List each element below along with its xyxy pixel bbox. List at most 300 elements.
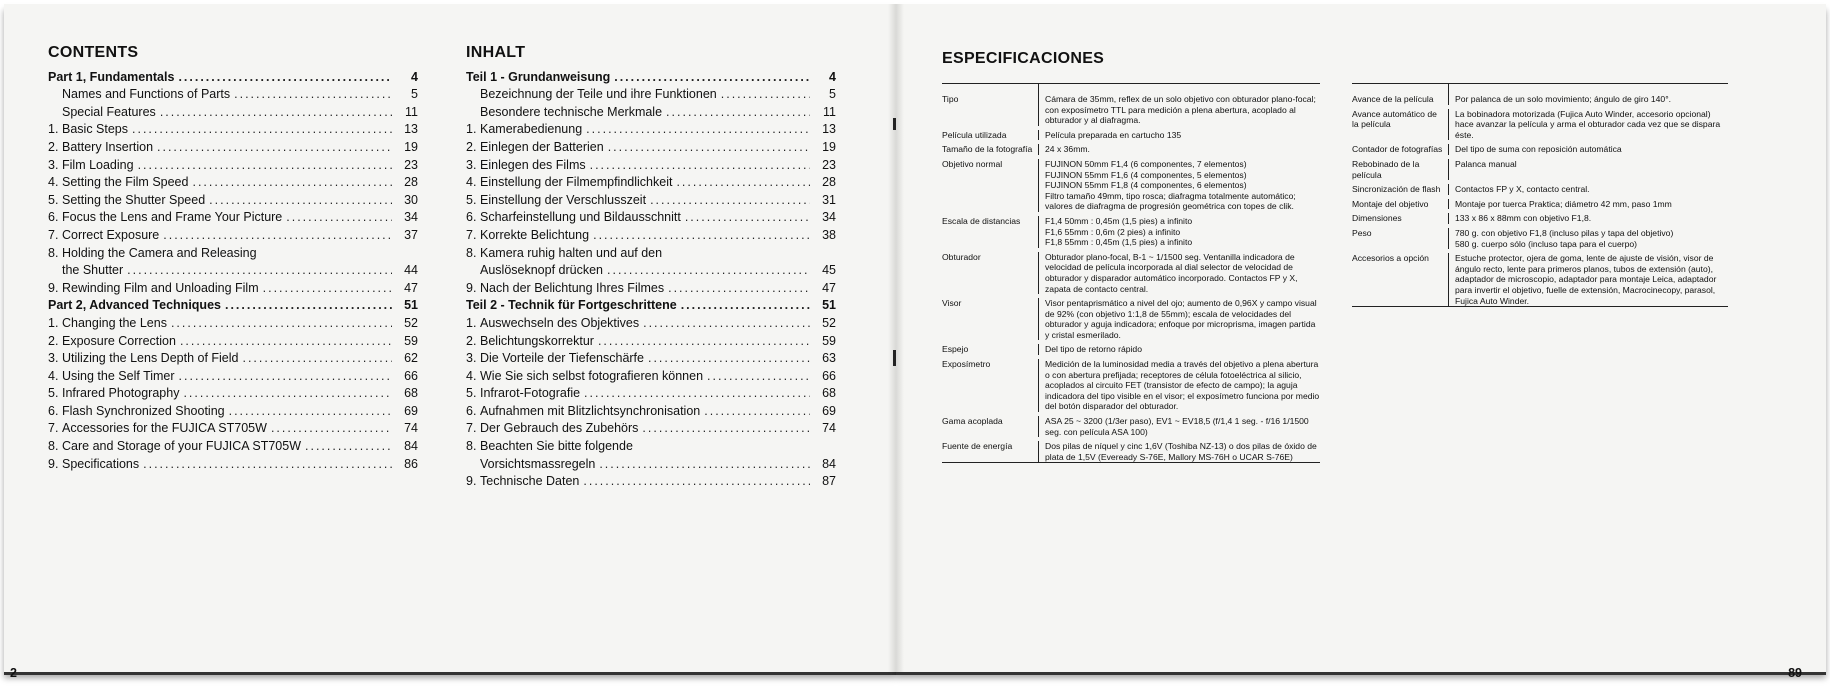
toc-entry-page: 84 (404, 439, 418, 454)
toc-entry-number: 9. (48, 280, 59, 295)
spec-value (1038, 144, 1320, 155)
toc-leader-dots (179, 368, 392, 386)
toc-entry-page: 19 (822, 139, 836, 154)
toc-entry-title: the Shutter (62, 263, 124, 278)
spec-row (1352, 109, 1728, 141)
toc-leader-dots (286, 209, 392, 227)
toc-leader-dots (668, 280, 810, 298)
spec-row (1352, 213, 1728, 224)
toc-entry-title: Utilizing the Lens Depth of Field (62, 351, 239, 366)
toc-leader-dots (209, 192, 392, 210)
spec-row (942, 344, 1320, 355)
toc-entry-number: 1. (48, 315, 59, 330)
toc-entry (48, 104, 418, 122)
toc-entry (48, 403, 418, 421)
toc-leader-dots (650, 192, 810, 210)
toc-leader-dots (180, 333, 392, 351)
spec-row (942, 130, 1320, 141)
spec-value-line: Por palanca de un solo movimiento; ángulo de giro 140°. (1455, 94, 1672, 104)
toc-entry (466, 174, 836, 192)
spec-value-line: Del tipo de suma con reposición automática (1455, 144, 1622, 155)
toc-entry (48, 157, 418, 175)
toc-entry (48, 280, 418, 298)
spec-value (1038, 298, 1320, 340)
spec-value (1038, 344, 1320, 355)
spec-value (1038, 252, 1320, 294)
spec-value-line: 780 g. con objetivo F1,8 (incluso pilas y tapa del objetivo) (1455, 227, 1674, 238)
toc-entry-number: 7. (48, 227, 59, 242)
toc-leader-dots (583, 473, 810, 491)
toc-leader-dots (685, 209, 810, 227)
toc-entry-number: 5. (466, 192, 477, 207)
toc-entry-title: Vorsichtsmassregeln (480, 456, 596, 471)
inhalt-title: INHALT (466, 44, 526, 61)
toc-entry-page: 28 (822, 175, 836, 190)
toc-entry (466, 315, 836, 333)
spec-label: Objetivo normal (942, 158, 1003, 169)
spec-value-line: Montaje por tuerca Praktica; diámetro 42 mm, paso 1mm (1455, 198, 1672, 209)
toc-entry (48, 385, 418, 403)
toc-entry-title: Der Gebrauch des Zubehörs (480, 421, 639, 436)
toc-entry-title: Die Vorteile der Tiefenschärfe (480, 351, 644, 366)
contents-list (48, 69, 418, 474)
toc-entry (466, 139, 836, 157)
spec-value (1448, 144, 1728, 155)
toc-entry (48, 69, 418, 87)
spec-label: Película utilizada (942, 129, 1007, 140)
toc-entry (48, 368, 418, 386)
contents-title: CONTENTS (48, 44, 139, 61)
spec-value-line: F1,8 55mm : 0,45m (1,5 pies) a infinito (1045, 237, 1193, 248)
toc-leader-dots (676, 174, 810, 192)
toc-entry (466, 385, 836, 403)
toc-entry-title: Einlegen der Batterien (480, 139, 604, 154)
spec-label: Montaje del objetivo (1352, 198, 1429, 209)
toc-leader-dots (643, 315, 810, 333)
toc-entry-page: 74 (404, 421, 418, 436)
toc-leader-dots (229, 403, 392, 421)
toc-entry (48, 174, 418, 192)
toc-entry-page: 62 (404, 351, 418, 366)
spec-value (1448, 84, 1728, 105)
spec-value-line: 133 x 86 x 88mm con objetivo F1,8. (1455, 213, 1592, 224)
toc-entry-page: 47 (404, 280, 418, 295)
spec-value-line: 580 g. cuerpo sólo (incluso tapa para el cuerpo) (1455, 238, 1638, 249)
toc-leader-dots (707, 368, 810, 386)
toc-leader-dots (225, 297, 392, 315)
toc-entry-page: 34 (822, 210, 836, 225)
toc-entry (48, 86, 418, 104)
toc-entry-page: 13 (822, 122, 836, 137)
spec-label: Escala de distancias (942, 215, 1021, 226)
toc-entry-title: Correct Exposure (62, 227, 160, 242)
toc-leader-dots (127, 262, 392, 280)
spec-label: Tamaño de la fotografía (942, 144, 1033, 155)
page-gutter (888, 4, 904, 672)
spec-label: Visor (942, 298, 962, 309)
spec-label: Gama acoplada (942, 416, 1003, 427)
toc-entry-page: 4 (411, 69, 418, 84)
toc-entry-title: Rewinding Film and Unloading Film (62, 280, 259, 295)
spec-value-line: FUJINON 55mm F1,6 (4 componentes, 5 elementos) (1045, 169, 1247, 180)
toc-entry-title: Besondere technische Merkmale (480, 104, 663, 119)
toc-entry-title: Names and Functions of Parts (62, 87, 231, 102)
toc-entry-title: Focus the Lens and Frame Your Picture (62, 210, 283, 225)
toc-entry-title: Wie Sie sich selbst fotografieren können (480, 368, 704, 383)
toc-entry (466, 350, 836, 368)
toc-entry-title: Infrared Photography (62, 386, 180, 401)
toc-entry (466, 245, 836, 263)
spec-value (1448, 159, 1728, 180)
toc-entry-page: 59 (822, 333, 836, 348)
toc-entry-title: Einlegen des Films (480, 157, 586, 172)
toc-entry-page: 69 (404, 403, 418, 418)
toc-entry-number: 4. (466, 368, 477, 383)
toc-entry-page: 66 (822, 368, 836, 383)
spec-label: Peso (1352, 227, 1372, 238)
toc-entry-number: 6. (466, 210, 477, 225)
toc-entry (48, 456, 418, 474)
toc-entry-number: 6. (48, 210, 59, 225)
spec-value (1038, 216, 1320, 248)
toc-entry-number: 5. (48, 192, 59, 207)
toc-entry (48, 315, 418, 333)
toc-entry-page: 30 (404, 192, 418, 207)
toc-entry-page: 52 (822, 315, 836, 330)
toc-entry (48, 297, 418, 315)
toc-leader-dots (666, 104, 810, 122)
toc-entry-title: Film Loading (62, 157, 134, 172)
left-page-number: 2 (10, 666, 17, 680)
toc-entry-page: 5 (411, 87, 418, 102)
toc-entry-title: Part 1, Fundamentals (48, 69, 175, 84)
toc-entry-number: 5. (466, 386, 477, 401)
toc-entry-number: 7. (466, 227, 477, 242)
toc-entry-title: Exposure Correction (62, 333, 176, 348)
spec-value-line: Estuche protector, ojera de goma, lente de ajuste de visión, visor de ángulo recto, lente para primeros planos, tubos de extensión (auto), adaptador de microscopio, adaptador para montaje Leica, adaptador para invertir el objetivo, fuelle de extensión, Macrocinecopy, parasol, Fujica Auto Winder. (1455, 253, 1717, 306)
toc-entry-page: 38 (822, 227, 836, 242)
toc-entry (466, 209, 836, 227)
toc-entry (466, 368, 836, 386)
spec-value (1038, 130, 1320, 141)
toc-entry-title: Care and Storage of your FUJICA ST705W (62, 439, 301, 454)
toc-entry-title: Kamerabedienung (480, 122, 583, 137)
toc-entry-page: 19 (404, 139, 418, 154)
toc-entry-number: 2. (48, 333, 59, 348)
spec-value-line: FUJINON 55mm F1,8 (4 componentes, 6 elementos) (1045, 180, 1247, 191)
spec-label: Obturador (942, 251, 981, 262)
toc-entry-title: Kamera ruhig halten und auf den (480, 245, 663, 260)
toc-entry-number: 2. (48, 139, 59, 154)
toc-entry-title: Einstellung der Verschlusszeit (480, 192, 647, 207)
gutter-mark (893, 118, 896, 130)
spec-label: Exposímetro (942, 359, 991, 370)
spec-value-line: La bobinadora motorizada (Fujica Auto Winder, accesorio opcional) hace avanzar la película y arma el obturador cada vez que se dispara éste. (1455, 108, 1721, 140)
toc-leader-dots (242, 350, 392, 368)
toc-entry (466, 297, 836, 315)
toc-leader-dots (160, 104, 392, 122)
toc-entry (48, 121, 418, 139)
spec-row (1352, 159, 1728, 180)
toc-entry (466, 456, 836, 474)
spec-row (942, 298, 1320, 340)
toc-entry-title: Scharfeinstellung und Bildausschnitt (480, 210, 681, 225)
spec-value-line: Filtro tamaño 49mm, tipo rosca; diafragma totalmente automático; valores de diafragma de progresión geométrica con topes de clik. (1045, 190, 1296, 212)
toc-entry-title: Beachten Sie bitte folgende (480, 439, 633, 454)
toc-entry-page: 34 (404, 210, 418, 225)
spec-value-line: Dos pilas de níquel y cinc 1,6V (Toshiba NZ-13) o dos pilas de óxido de plata de 1,5V (Eveready S-76E, Mallory MS-76H o UCAR S-76E) (1045, 441, 1317, 462)
toc-leader-dots (143, 456, 392, 474)
toc-entry (48, 420, 418, 438)
toc-entry-number: 8. (48, 245, 59, 260)
toc-entry (48, 262, 418, 280)
toc-entry (48, 333, 418, 351)
toc-leader-dots (271, 420, 392, 438)
toc-leader-dots (599, 456, 810, 474)
toc-entry (48, 227, 418, 245)
spec-row (942, 359, 1320, 412)
toc-entry-number: 8. (466, 439, 477, 454)
toc-entry-page: 28 (404, 175, 418, 190)
toc-entry-number: 3. (466, 351, 477, 366)
spec-value-line: Cámara de 35mm, reflex de un solo objetivo con obturador plano-focal; con exposímetro TTL para medición a plena abertura, acoplado al obturador y al diafragma. (1045, 94, 1316, 126)
toc-entry-title: Special Features (62, 104, 156, 119)
toc-entry-page: 47 (822, 280, 836, 295)
toc-entry (466, 473, 836, 491)
spec-row (1352, 84, 1728, 105)
toc-entry-title: Specifications (62, 456, 140, 471)
toc-entry-title: Teil 1 - Grundanweisung (466, 69, 611, 84)
toc-entry-page: 74 (822, 421, 836, 436)
toc-entry-title: Bezeichnung der Teile und ihre Funktionen (480, 87, 717, 102)
toc-entry-page: 59 (404, 333, 418, 348)
toc-entry-page: 84 (822, 456, 836, 471)
toc-entry-number: 2. (466, 139, 477, 154)
toc-entry-page: 11 (823, 104, 836, 119)
spec-value-line: Medición de la luminosidad media a través del objetivo a plena abertura o con abertura prefijada; receptores de célula fotoeléctrica al silicio, acoplados al circuito FET (transistor de efecto de campo); la aguja indicadora del tipo visible en el visor; el exposímetro funciona por medio del botón disparador del obturador. (1045, 359, 1320, 412)
toc-leader-dots (590, 157, 810, 175)
toc-leader-dots (163, 227, 392, 245)
toc-entry (466, 121, 836, 139)
toc-leader-dots (183, 385, 392, 403)
toc-leader-dots (642, 420, 810, 438)
spec-value-line: F1,6 55mm : 0,6m (2 pies) a infinito (1045, 226, 1181, 237)
toc-entry (466, 438, 836, 456)
toc-leader-dots (171, 315, 392, 333)
toc-entry-title: Accessories for the FUJICA ST705W (62, 421, 267, 436)
toc-entry-page: 4 (829, 69, 836, 84)
toc-entry-page: 66 (404, 368, 418, 383)
toc-leader-dots (614, 69, 810, 87)
toc-entry-number: 4. (466, 175, 477, 190)
toc-entry-title: Holding the Camera and Releasing (62, 245, 257, 260)
spec-row (1352, 228, 1728, 249)
spec-value (1038, 416, 1320, 437)
inhalt-list (466, 69, 836, 491)
toc-entry-number: 5. (48, 386, 59, 401)
toc-entry (466, 157, 836, 175)
spec-label: Dimensiones (1352, 213, 1402, 224)
toc-entry (466, 262, 836, 280)
spec-value (1038, 159, 1320, 212)
spec-value (1448, 109, 1728, 141)
spec-label: Rebobinado de la película (1352, 158, 1420, 180)
spec-value (1038, 359, 1320, 412)
spec-row (1352, 144, 1728, 155)
contents-section (48, 44, 418, 473)
toc-entry-number: 7. (48, 421, 59, 436)
toc-entry (48, 192, 418, 210)
toc-leader-dots (721, 86, 810, 104)
toc-entry-page: 68 (822, 386, 836, 401)
toc-leader-dots (607, 262, 810, 280)
spec-title: ESPECIFICACIONES (942, 50, 1105, 67)
toc-entry-title: Using the Self Timer (62, 368, 175, 383)
toc-entry-title: Belichtungskorrektur (480, 333, 594, 348)
toc-leader-dots (263, 280, 392, 298)
spec-label: Fuente de energía (942, 441, 1013, 452)
toc-entry-page: 5 (829, 87, 836, 102)
toc-entry (466, 86, 836, 104)
toc-entry-title: Korrekte Belichtung (480, 227, 590, 242)
toc-entry-page: 69 (822, 403, 836, 418)
toc-entry-number: 1. (466, 122, 477, 137)
toc-entry-title: Einstellung der Filmempfindlichkeit (480, 175, 673, 190)
toc-entry-number: 6. (48, 403, 59, 418)
spec-label: Tipo (942, 94, 959, 104)
toc-entry (48, 350, 418, 368)
toc-entry-number: 9. (466, 474, 477, 489)
spec-value (1448, 213, 1728, 224)
spec-row (942, 252, 1320, 294)
toc-entry-number: 7. (466, 421, 477, 436)
spec-label: Espejo (942, 344, 969, 355)
toc-entry-title: Auslöseknopf drücken (480, 263, 603, 278)
spec-value-line: Película preparada en cartucho 135 (1045, 129, 1182, 140)
spec-row (942, 84, 1320, 126)
toc-entry-page: 31 (822, 192, 836, 207)
toc-entry (48, 209, 418, 227)
spec-value-line: F1,4 50mm : 0,45m (1,5 pies) a infinito (1045, 215, 1193, 226)
toc-entry-number: 9. (48, 456, 59, 471)
gutter-mark (893, 350, 896, 366)
spec-value-line: Contactos FP y X, contacto central. (1455, 184, 1590, 195)
toc-leader-dots (192, 174, 392, 192)
toc-leader-dots (608, 139, 810, 157)
toc-entry (466, 333, 836, 351)
spec-value-line: Obturador plano-focal, B-1 ~ 1/1500 seg. Ventanilla indicadora de velocidad de película incorporada al dial selector de velocidad de obturador y disparador automático incorporado. Contactos FP y X, zapata de contacto central. (1045, 251, 1298, 294)
spec-table-left (942, 83, 1320, 463)
toc-leader-dots (648, 350, 810, 368)
spec-value-line: Palanca manual (1455, 158, 1517, 169)
toc-entry-title: Nach der Belichtung Ihres Filmes (480, 280, 665, 295)
spec-value (1038, 441, 1320, 462)
spec-label: Avance de la película (1352, 94, 1434, 104)
toc-leader-dots (586, 121, 810, 139)
toc-entry-number: 9. (466, 280, 477, 295)
toc-entry-title: Battery Insertion (62, 139, 154, 154)
spec-value-line: 24 x 36mm. (1045, 144, 1090, 155)
toc-entry (466, 227, 836, 245)
toc-entry-title: Infrarot-Fotografie (480, 386, 581, 401)
toc-entry-page: 86 (404, 456, 418, 471)
toc-leader-dots (593, 227, 810, 245)
toc-entry (466, 280, 836, 298)
toc-leader-dots (681, 297, 810, 315)
toc-entry (466, 69, 836, 87)
toc-entry-title: Changing the Lens (62, 315, 167, 330)
spec-table-right (1352, 83, 1728, 307)
toc-entry-number: 6. (466, 403, 477, 418)
toc-entry-page: 45 (822, 263, 836, 278)
spec-value-line: ASA 25 ~ 3200 (1/3er paso), EV1 ~ EV18,5 (f/1,4 1 seg. - f/16 1/1500 seg. con película ASA 100) (1045, 416, 1309, 437)
toc-entry-page: 51 (404, 298, 418, 313)
right-page-number: 89 (1788, 666, 1802, 680)
spec-value (1038, 84, 1320, 126)
toc-entry-title: Setting the Shutter Speed (62, 192, 206, 207)
spec-value (1448, 253, 1728, 306)
spec-value-line: Del tipo de retorno rápido (1045, 344, 1142, 355)
spec-row (1352, 199, 1728, 210)
spec-row (1352, 184, 1728, 195)
toc-entry-number: 4. (48, 368, 59, 383)
toc-entry-number: 2. (466, 333, 477, 348)
spec-label: Sincronización de flash (1352, 184, 1441, 195)
toc-entry (466, 192, 836, 210)
toc-entry-page: 44 (404, 263, 418, 278)
toc-entry-page: 51 (822, 298, 836, 313)
spec-row (942, 416, 1320, 437)
toc-leader-dots (234, 86, 392, 104)
spec-label: Avance automático de la película (1352, 108, 1437, 130)
toc-entry-number: 4. (48, 175, 59, 190)
toc-entry-number: 3. (48, 351, 59, 366)
toc-entry-page: 13 (404, 122, 418, 137)
toc-entry-page: 87 (822, 474, 836, 489)
toc-entry-number: 3. (48, 157, 59, 172)
toc-entry (466, 104, 836, 122)
toc-entry-title: Teil 2 - Technik für Fortgeschrittene (466, 298, 677, 313)
toc-entry-title: Flash Synchronized Shooting (62, 403, 225, 418)
toc-leader-dots (598, 333, 810, 351)
toc-entry-page: 11 (405, 104, 418, 119)
toc-entry-page: 63 (822, 351, 836, 366)
spec-row (942, 159, 1320, 212)
toc-entry-title: Setting the Film Speed (62, 175, 189, 190)
toc-entry-title: Auswechseln des Objektives (480, 315, 640, 330)
toc-entry-page: 68 (404, 386, 418, 401)
toc-entry-title: Basic Steps (62, 122, 129, 137)
spec-row (942, 441, 1320, 462)
toc-entry-title: Part 2, Advanced Techniques (48, 298, 221, 313)
spec-value (1448, 199, 1728, 210)
toc-leader-dots (157, 139, 392, 157)
spec-value (1448, 184, 1728, 195)
toc-entry (48, 438, 418, 456)
toc-entry-page: 23 (404, 157, 418, 172)
toc-entry-number: 8. (466, 245, 477, 260)
toc-entry-title: Technische Daten (480, 474, 580, 489)
toc-entry-title: Aufnahmen mit Blitzlichtsynchronisation (480, 403, 701, 418)
toc-leader-dots (704, 403, 810, 421)
toc-entry-number: 8. (48, 439, 59, 454)
toc-entry (466, 420, 836, 438)
toc-entry-page: 37 (404, 227, 418, 242)
spec-label: Accesorios a opción (1352, 253, 1429, 264)
toc-entry (466, 403, 836, 421)
spec-row (942, 216, 1320, 248)
toc-leader-dots (305, 438, 392, 456)
